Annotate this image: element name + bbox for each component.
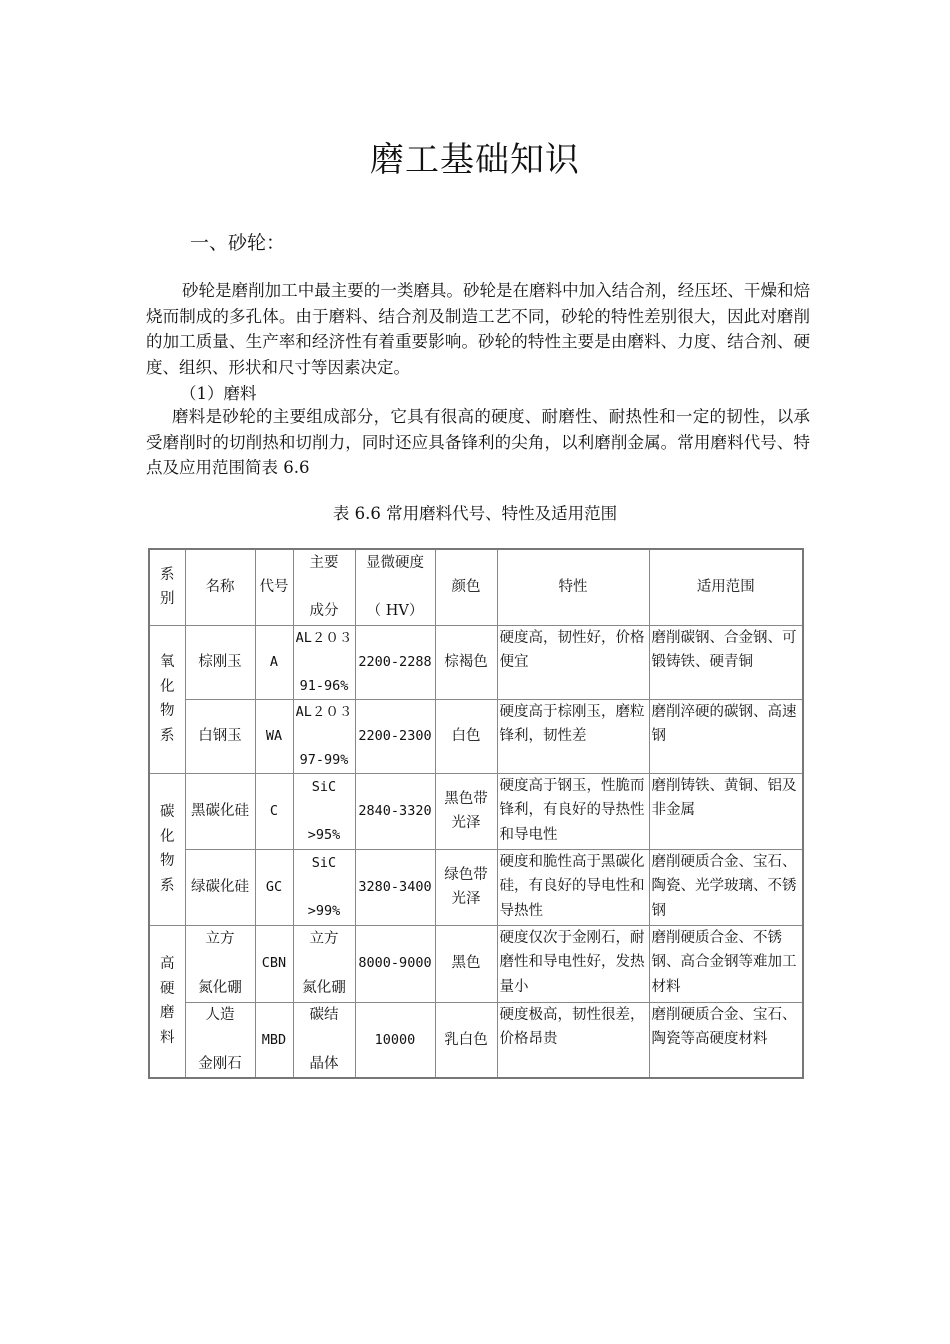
table-row [149, 925, 803, 1002]
table-row [149, 849, 803, 925]
usage-cell: 磨削硬质合金、宝石、陶瓷等高硬度材料 [649, 1002, 803, 1078]
name-cell: 黑碳化硅 [185, 773, 255, 849]
table-row [149, 1002, 803, 1078]
series-cell: 碳化物系 [149, 773, 185, 925]
table-header-row [149, 549, 803, 625]
code-cell: WA [255, 699, 293, 773]
code-cell: CBN [255, 925, 293, 1002]
series-cell: 氧化物系 [149, 625, 185, 773]
usage-cell: 磨削碳钢、合金钢、可锻铸铁、硬青铜 [649, 625, 803, 699]
properties-cell: 硬度极高，韧性很差，价格昂贵 [497, 1002, 649, 1078]
abrasive-table [148, 548, 804, 1079]
paragraph-intro: 砂轮是磨削加工中最主要的一类磨具。砂轮是在磨料中加入结合剂，经压坯、干燥和焙烧而制成的多孔体。由于磨料、结合剂及制造工艺不同，砂轮的特性差别很大，因此对磨削的加工质量、生产率和经济性有着重要影响。砂轮的特性主要是由磨料、力度、结合剂、硬度、组织、形状和尺寸等因素决定。 [146, 281, 810, 377]
table-caption: 表 6.6 常用磨料代号、特性及适用范围 [332, 504, 618, 523]
properties-cell: 硬度仅次于金刚石，耐磨性和导电性好，发热量小 [497, 925, 649, 1002]
composition-cell: AL２０３ 97-99% [293, 699, 355, 773]
header-series: 系别 [149, 549, 185, 625]
name-cell: 立方 氮化硼 [185, 925, 255, 1002]
hardness-cell: 10000 [355, 1002, 435, 1078]
table-row [149, 625, 803, 699]
paragraph-abrasive: 磨料是砂轮的主要组成部分，它具有很高的硬度、耐磨性、耐热性和一定的韧性，以承受磨削时的切削热和切削力，同时还应具备锋利的尖角，以利磨削金属。常用磨料代号、特点及应用范围简表 6.6 [146, 407, 810, 477]
table-row [149, 699, 803, 773]
code-cell: MBD [255, 1002, 293, 1078]
header-usage: 适用范围 [649, 549, 803, 625]
hardness-cell: 2840-3320 [355, 773, 435, 849]
properties-cell: 硬度高于钢玉，性脆而锋利，有良好的导热性和导电性 [497, 773, 649, 849]
section-heading: 一、砂轮： [190, 232, 286, 254]
header-hardness: 显微硬度 （ HV） [355, 549, 435, 625]
series-cell: 高硬磨料 [149, 925, 185, 1078]
table-row [149, 773, 803, 849]
subsection-heading: （1）磨料 [180, 384, 257, 403]
composition-cell: SiC >99% [293, 849, 355, 925]
usage-cell: 磨削硬质合金、不锈钢、高合金钢等难加工材料 [649, 925, 803, 1002]
header-color: 颜色 [435, 549, 497, 625]
header-code: 代号 [255, 549, 293, 625]
properties-cell: 硬度高于棕刚玉，磨粒锋利，韧性差 [497, 699, 649, 773]
usage-cell: 磨削铸铁、黄铜、铝及非金属 [649, 773, 803, 849]
name-cell: 绿碳化硅 [185, 849, 255, 925]
composition-cell: 立方 氮化硼 [293, 925, 355, 1002]
usage-cell: 磨削硬质合金、宝石、陶瓷、光学玻璃、不锈钢 [649, 849, 803, 925]
color-cell: 棕褐色 [435, 625, 497, 699]
hardness-cell: 8000-9000 [355, 925, 435, 1002]
properties-cell: 硬度和脆性高于黑碳化硅，有良好的导电性和导热性 [497, 849, 649, 925]
usage-cell: 磨削淬硬的碳钢、高速钢 [649, 699, 803, 773]
code-cell: GC [255, 849, 293, 925]
code-cell: C [255, 773, 293, 849]
color-cell: 黑色 [435, 925, 497, 1002]
header-name: 名称 [185, 549, 255, 625]
hardness-cell: 2200-2300 [355, 699, 435, 773]
color-cell: 绿色带光泽 [435, 849, 497, 925]
header-composition: 主要 成分 [293, 549, 355, 625]
composition-cell: AL２０３ 91-96% [293, 625, 355, 699]
color-cell: 黑色带光泽 [435, 773, 497, 849]
color-cell: 乳白色 [435, 1002, 497, 1078]
code-cell: A [255, 625, 293, 699]
header-properties: 特性 [497, 549, 649, 625]
properties-cell: 硬度高，韧性好，价格便宜 [497, 625, 649, 699]
hardness-cell: 2200-2288 [355, 625, 435, 699]
composition-cell: SiC >95% [293, 773, 355, 849]
name-cell: 人造 金刚石 [185, 1002, 255, 1078]
name-cell: 棕刚玉 [185, 625, 255, 699]
color-cell: 白色 [435, 699, 497, 773]
name-cell: 白钢玉 [185, 699, 255, 773]
page-title: 磨工基础知识 [370, 140, 580, 180]
hardness-cell: 3280-3400 [355, 849, 435, 925]
composition-cell: 碳结 晶体 [293, 1002, 355, 1078]
